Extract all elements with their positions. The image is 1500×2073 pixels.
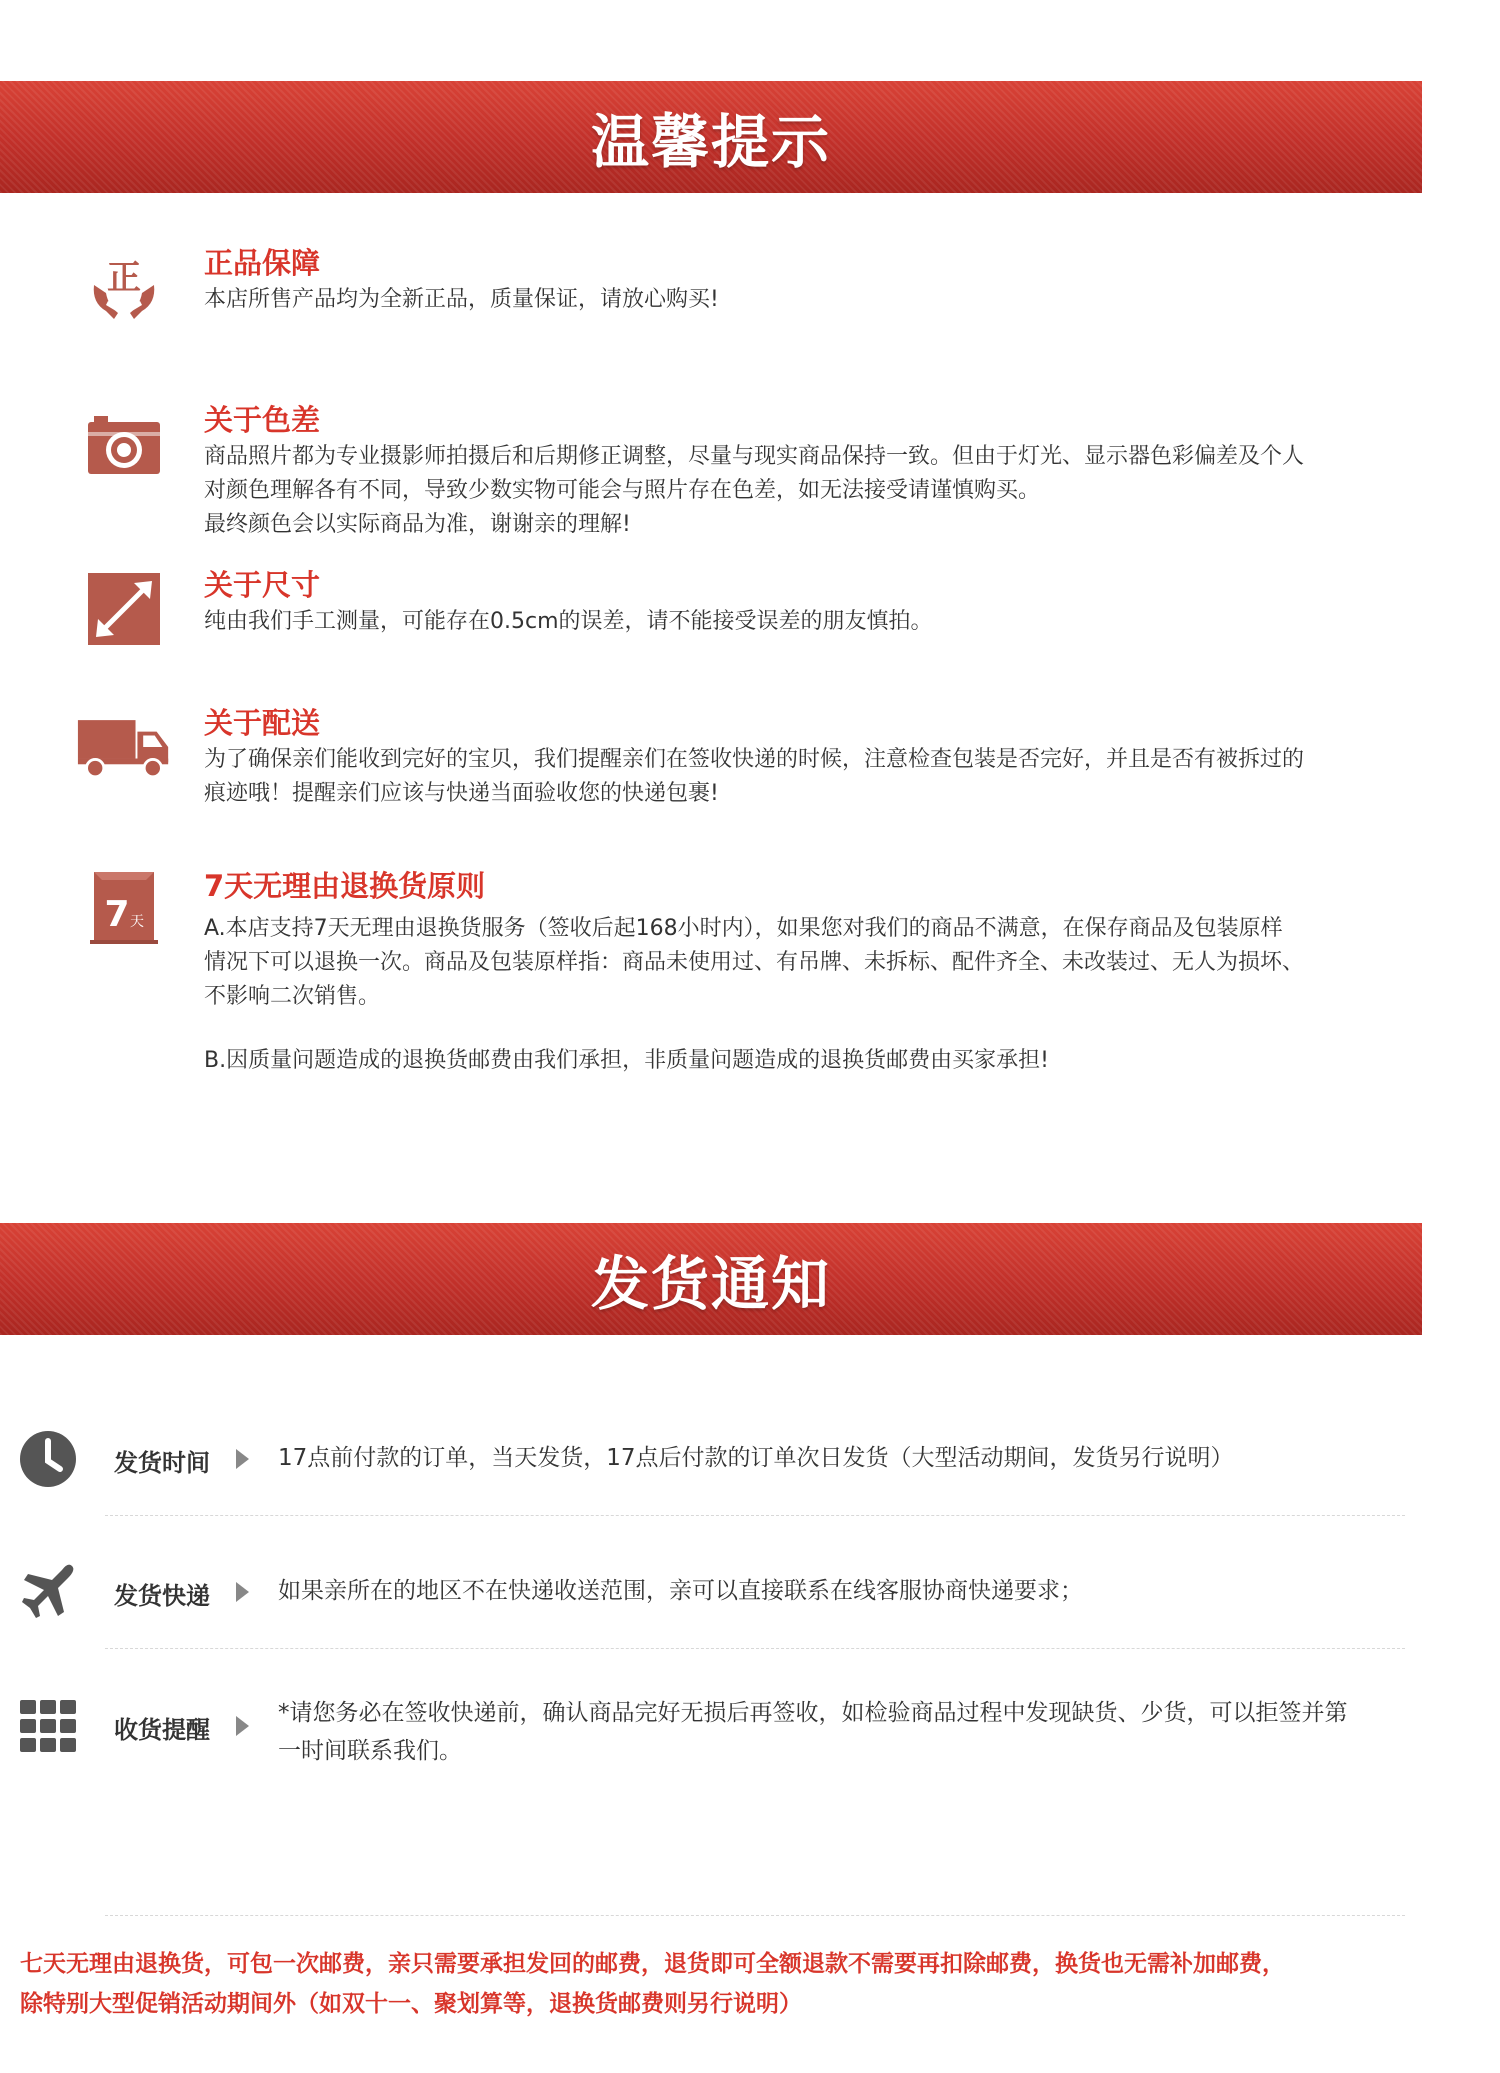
tip-line: 纯由我们手工测量，可能存在0.5cm的误差，请不能接受误差的朋友慎拍。 — [204, 609, 933, 634]
seven-day-calendar-icon — [84, 870, 164, 950]
tip-line: A.本店支持7天无理由退换货服务（签收后起168小时内），如果您对我们的商品不满意，在保存商品及包装原样 — [204, 916, 1283, 941]
divider — [105, 1515, 1405, 1516]
camera-icon — [84, 404, 164, 484]
tip-line: B.因质量问题造成的退换货邮费由我们承担，非质量问题造成的退换货邮费由买家承担! — [204, 1048, 1049, 1073]
tips-banner — [0, 81, 1422, 193]
divider — [105, 1915, 1405, 1916]
ship-text: 如果亲所在的地区不在快递收送范围，亲可以直接联系在线客服协商快递要求； — [278, 1578, 1083, 1604]
tip-text — [204, 605, 1414, 639]
tip-text — [204, 912, 1414, 1078]
truck-icon — [76, 707, 172, 787]
tip-title: 7天无理由退换货原则 — [204, 869, 486, 903]
ship-text: *请您务必在签收快递前，确认商品完好无损后再签收，如检验商品过程中发现缺货、少货，可以拒签并第一时间联系我们。 — [278, 1700, 1348, 1764]
ship-row-receipt — [0, 1680, 1410, 1790]
shipping-banner — [0, 1223, 1422, 1335]
caret-right-icon — [236, 1716, 249, 1736]
ship-row-courier — [0, 1546, 1410, 1636]
tip-line: 为了确保亲们能收到完好的宝贝，我们提醒亲们在签收快递的时候，注意检查包装是否完好，并且是否有被拆过的 — [204, 747, 1305, 772]
caret-right-icon — [236, 1582, 249, 1602]
tip-text — [204, 283, 1414, 317]
tip-line: 本店所售产品均为全新正品，质量保证，请放心购买! — [204, 287, 719, 312]
ship-label: 发货快递 — [114, 1582, 210, 1610]
tip-line: 痕迹哦！提醒亲们应该与快递当面验收您的快递包裹! — [204, 781, 719, 806]
divider — [105, 1648, 1405, 1649]
ship-label: 收货提醒 — [114, 1716, 210, 1744]
tip-line: 商品照片都为专业摄影师拍摄后和后期修正调整，尽量与现实商品保持一致。但由于灯光、显示器色彩偏差及个人 — [204, 444, 1305, 469]
ship-row-time — [0, 1413, 1410, 1503]
seven-day-number: 7 — [104, 894, 130, 935]
seven-day-unit: 天 — [130, 914, 144, 930]
shipping-banner-title: 发货通知 — [590, 1250, 831, 1318]
tip-text — [204, 743, 1414, 811]
footer-line: 七天无理由退换货，可包一次邮费，亲只需要承担发回的邮费，退货即可全额退款不需要再扣除邮费，换货也无需补加邮费， — [20, 1951, 1285, 1977]
tip-title: 关于尺寸 — [204, 568, 321, 602]
airplane-icon — [18, 1562, 78, 1622]
tip-text — [204, 440, 1414, 542]
tip-title: 关于色差 — [204, 403, 321, 437]
footer-note — [20, 1944, 1420, 2024]
resize-arrow-icon — [84, 569, 164, 649]
svg-text:正: 正 — [107, 258, 141, 298]
footer-line: 除特别大型促销活动期间外（如双十一、聚划算等，退换货邮费则另行说明） — [20, 1991, 802, 2017]
tips-banner-title: 温馨提示 — [590, 108, 831, 176]
tip-line: 最终颜色会以实际商品为准，谢谢亲的理解! — [204, 512, 631, 537]
tip-line: 不影响二次销售。 — [204, 984, 381, 1009]
tip-line: 情况下可以退换一次。商品及包装原样指：商品未使用过、有吊牌、未拆标、配件齐全、未改装过、无人为损坏、 — [204, 950, 1305, 975]
ship-label: 发货时间 — [114, 1449, 210, 1477]
tip-title: 正品保障 — [204, 246, 321, 280]
caret-right-icon — [236, 1449, 249, 1469]
ship-text: 17点前付款的订单，当天发货，17点后付款的订单次日发货（大型活动期间，发货另行说明） — [278, 1445, 1234, 1471]
genuine-hands-icon — [84, 247, 164, 327]
clock-icon — [18, 1429, 78, 1489]
grid-icon — [18, 1696, 78, 1756]
tip-line: 对颜色理解各有不同，导致少数实物可能会与照片存在色差，如无法接受请谨慎购买。 — [204, 478, 1041, 503]
tip-title: 关于配送 — [204, 706, 321, 740]
